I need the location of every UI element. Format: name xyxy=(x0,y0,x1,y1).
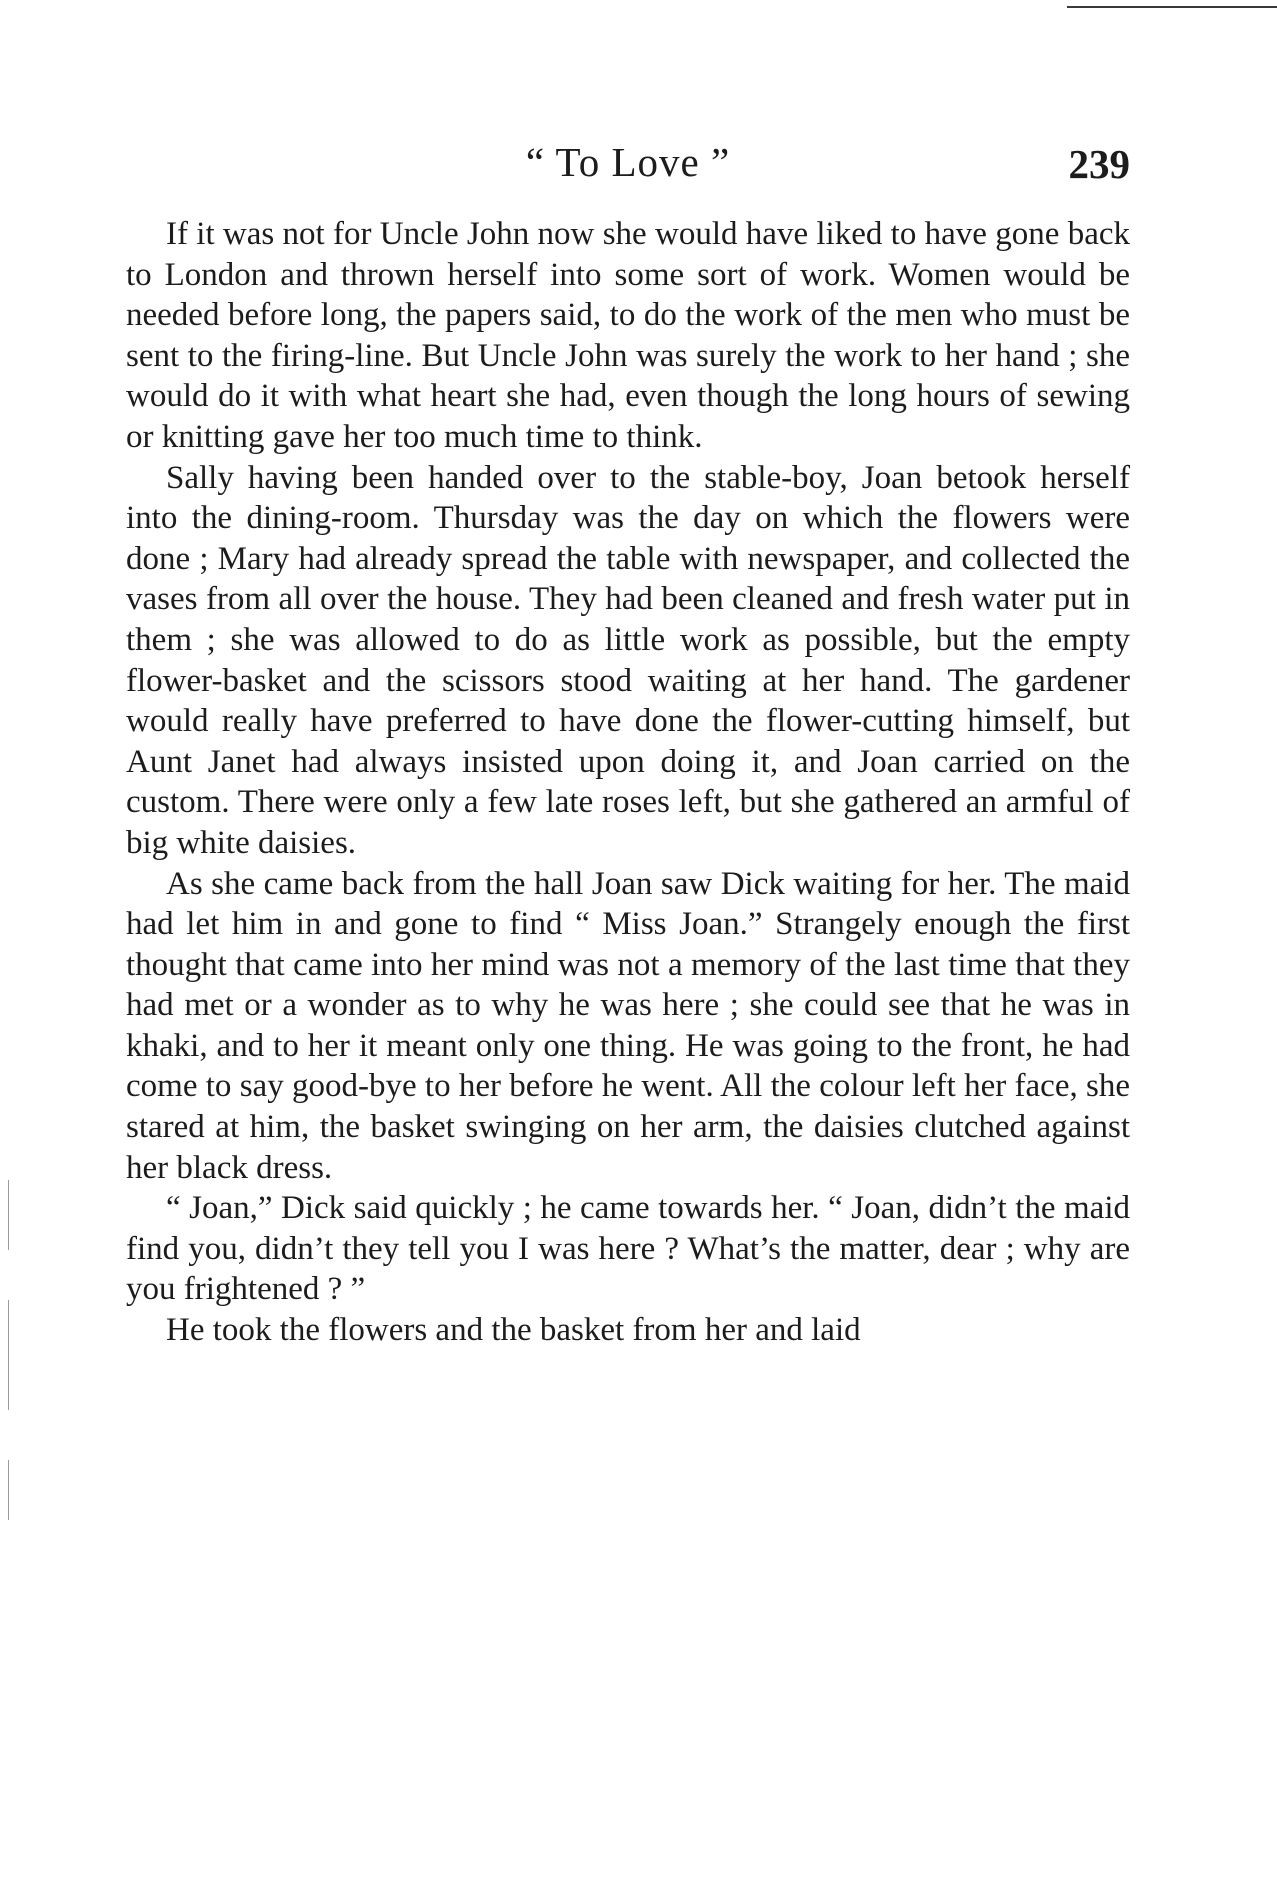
margin-mark xyxy=(8,1180,9,1250)
paragraph: Sally having been handed over to the stable-boy, Joan betook herself into the dining-room. Thursday was the day on which the flowers were done ; Mary had already spread the table with newspaper, and collected the vases from all over the house. They had been cleaned and fresh water put in them ; she was allowed to do as little work as possible, but the empty flower-basket and the scissors stood waiting at her hand. The gardener would really have preferred to have done the flower-cutting himself, but Aunt Janet had always insisted upon doing it, and Joan carried on the custom. There were only a few late roses left, but she gathered an armful of big white daisies. xyxy=(126,459,1130,861)
margin-mark xyxy=(8,1300,9,1410)
paragraph: If it was not for Uncle John now she would have liked to have gone back to London and thrown herself into some sort of work. Women would be needed before long, the papers said, to do the work of the men who must be sent to the firing-line. But Uncle John was surely the work to her hand ; she would do it with what heart she had, even though the long hours of sewing or knitting gave her too much time to think. xyxy=(126,216,1130,455)
top-edge-rule xyxy=(1067,6,1277,8)
paragraph: “ Joan,” Dick said quickly ; he came towards her. “ Joan, didn’t the maid find you, didn’t they tell you I was here ? What’s the matter, dear ; why are you frightened ? ” xyxy=(126,1190,1130,1308)
page-number: 239 xyxy=(1068,141,1130,187)
chapter-title: “ To Love ” xyxy=(525,139,731,185)
margin-mark xyxy=(8,1460,9,1520)
running-head xyxy=(126,138,1130,198)
book-page xyxy=(126,138,1130,1351)
body-text xyxy=(126,214,1130,1351)
paragraph: As she came back from the hall Joan saw Dick waiting for her. The maid had let him in and gone to find “ Miss Joan.” Strangely enough the first thought that came into her mind was not a memory of the last time that they had met or a wonder as to why he was here ; she could see that he was in khaki, and to her it meant only one thing. He was going to the front, he had come to say good-bye to her before he went. All the colour left her face, she stared at him, the basket swinging on her arm, the daisies clutched against her black dress. xyxy=(126,865,1130,1186)
paragraph: He took the flowers and the basket from her and laid xyxy=(166,1312,861,1349)
